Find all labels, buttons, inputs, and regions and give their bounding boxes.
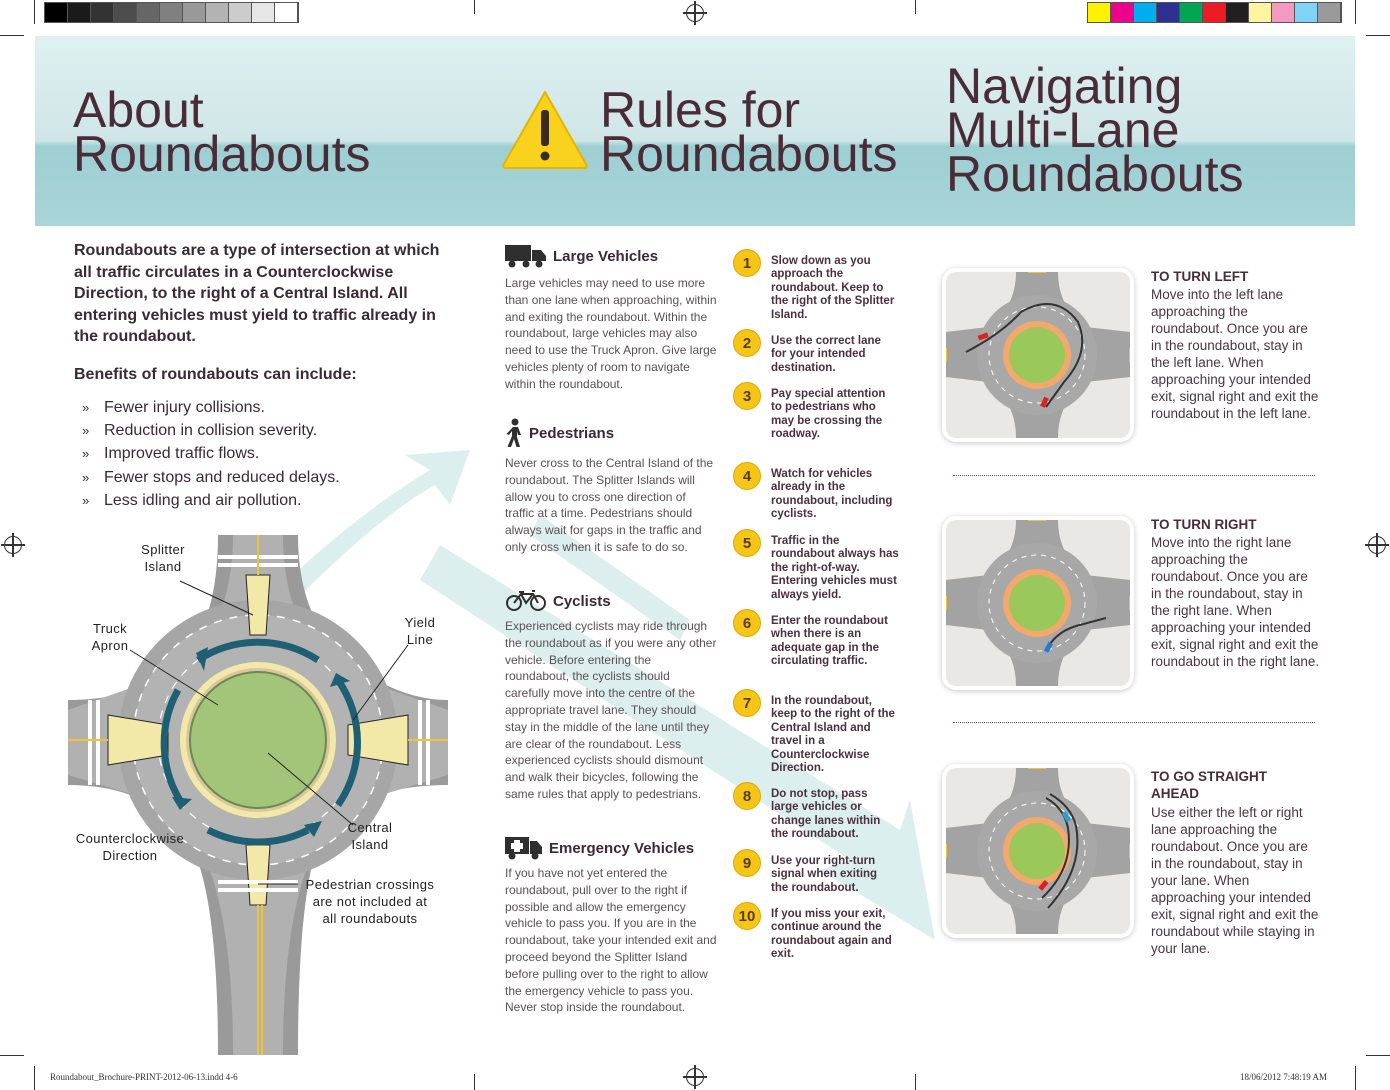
emergency-vehicles-text: If you have not yet entered the roundabout, pull over to the right if possible and allow the emergency vehicle to pass you. If you are in the roundabout, take your intended exit and proceed beyond the Splitter Island before pulling over to the right to allow the emergency vehicle to pass you. Never stop inside the roundabout. (505, 866, 717, 1015)
bullet-icon: » (82, 492, 90, 508)
rule-text: Traffic in the roundabout always has the right-of-way. Entering vehicles must always yield. (771, 535, 899, 601)
intro-paragraph: Roundabouts are a type of intersection at which all traffic circulates in a Counterclockwise Direction, to the right of a Central Island. All entering vehicles must yield to traffic already in the roundabout. (74, 242, 440, 345)
warning-triangle-icon (500, 88, 590, 170)
emergency-vehicles-title: Emergency Vehicles (549, 839, 695, 857)
splitter-island-label: Splitter Island (141, 542, 185, 574)
counterclockwise-label: Counterclockwise Direction (75, 831, 185, 863)
rule-text: Use the correct lane for your intended destination. (771, 335, 881, 374)
yield-line-label: Yield Line (404, 615, 436, 647)
rule-text: Enter the roundabout when there is an adequate gap in the circulating traffic. (771, 615, 888, 668)
rule-text: Do not stop, pass large vehicles or change lanes within the roundabout. (771, 788, 881, 841)
cyclists-text: Experienced cyclists may ride through the roundabout as if you were any other vehicle. Before entering the roundabout, the cyclists should carefully move into the centre of the appropriate travel lane. They should stay in the middle of the lane until they are clear of the roundabout. Less experienced cyclists should dismount and walk their bicycles, following the same rules that apply to pedestrians. (505, 619, 717, 801)
rule-number-badge: 2 (733, 329, 761, 357)
rule-item (733, 615, 896, 669)
slug-filename: Roundabout_Brochure-PRINT-2012-06-13.indd 4-6 (50, 1072, 238, 1082)
roundabout-mini-illustration (946, 768, 1130, 934)
rule-number-badge: 5 (733, 529, 761, 557)
divider (953, 475, 1315, 476)
rule-text: Watch for vehicles already in the roundabout, including cyclists. (771, 468, 893, 521)
roundabout-illustration (68, 535, 448, 1055)
rule-number-badge: 3 (733, 382, 761, 410)
rule-item (733, 855, 896, 895)
turn-right-text: Move into the right lane approaching the roundabout. Once you are in the roundabout, stay in the right lane. When approaching your intended exit, signal right and exit the roundabout in the right lane. (1151, 535, 1320, 669)
rule-text: If you miss your exit, continue around the roundabout again and exit. (771, 908, 892, 961)
rule-item (733, 468, 896, 522)
rule-number-badge: 8 (733, 782, 761, 810)
roundabout-mini-illustration (946, 272, 1130, 438)
central-island-label: Central Island (347, 820, 393, 852)
pedestrians-title: Pedestrians (529, 424, 615, 442)
rule-item (733, 908, 896, 962)
rules-title: Rules for Roundabouts (600, 82, 898, 182)
rule-number-badge: 7 (733, 689, 761, 717)
emergency-vehicles-heading (505, 835, 694, 861)
rule-text: Use your right-turn signal when exiting the roundabout. (771, 855, 878, 894)
slug-timestamp: 18/06/2012 7:48:19 AM (1240, 1072, 1328, 1082)
list-item: » Fewer stops and reduced delays. (82, 466, 340, 489)
rule-text: Slow down as you approach the roundabout. Keep to the right of the Splitter Island. (771, 255, 895, 321)
rule-item (733, 255, 896, 322)
rule-item (733, 388, 896, 442)
large-vehicles-text: Large vehicles may need to use more than one lane when approaching, within and exiting the roundabout. Within the roundabout, large vehicles may also need to use the Truck Apron. Give large vehicles plenty of room to navigate within the roundabout. (505, 276, 717, 391)
straight-ahead-diagram (946, 768, 1130, 934)
straight-ahead-text: Use either the left or right lane approaching the roundabout. Once you are in the roundabout, stay in your lane. When approaching your intended exit, signal right and exit the roundabout while staying in your lane. (1151, 805, 1319, 956)
roundabout-mini-illustration (946, 520, 1130, 686)
large-vehicles-heading (505, 243, 658, 269)
benefits-list (82, 396, 340, 512)
straight-ahead-title: TO GO STRAIGHT AHEAD (1151, 769, 1268, 801)
pedestrians-text: Never cross to the Central Island of the roundabout. The Splitter Islands will allow you to cross one direction of traffic at a time. Pedestrians should always wait for gaps in the traffic and only cross when it is safe to do so. (505, 456, 714, 554)
list-item: » Less idling and air pollution. (82, 489, 340, 512)
rule-number-badge: 9 (733, 849, 761, 877)
bicycle-icon (505, 590, 547, 612)
pedestrians-heading (505, 418, 614, 448)
divider (953, 722, 1315, 723)
rule-item (733, 695, 896, 775)
list-item: » Improved traffic flows. (82, 442, 340, 465)
benefits-title: Benefits of roundabouts can include: (74, 366, 357, 383)
rule-number-badge: 6 (733, 609, 761, 637)
bullet-icon: » (82, 400, 90, 415)
turn-left-title: TO TURN LEFT (1151, 269, 1249, 284)
rule-item (733, 535, 899, 602)
about-title: About Roundabouts (73, 82, 371, 182)
list-item: » Reduction in collision severity. (82, 419, 340, 442)
bullet-icon: » (82, 446, 90, 462)
turn-right-diagram (946, 520, 1130, 686)
rule-item (733, 335, 896, 375)
rule-number-badge: 4 (733, 462, 761, 490)
navigating-title: Navigating Multi-Lane Roundabouts (946, 58, 1244, 202)
turn-left-text: Move into the left lane approaching the roundabout. Once you are in the roundabout, stay in the left lane. When approaching your intended exit, signal right and exit the roundabout in the left lane. (1151, 287, 1319, 421)
pedestrian-note-label: Pedestrian crossings are not included at all roundabouts (305, 877, 435, 926)
rule-text: In the roundabout, keep to the right of the Central Island and travel in a Counterclockwise Direction. (771, 695, 895, 775)
list-item: » Fewer injury collisions. (82, 396, 340, 419)
bullet-icon: » (82, 469, 90, 485)
bullet-icon: » (82, 423, 90, 439)
turn-right-title: TO TURN RIGHT (1151, 517, 1257, 532)
large-vehicles-title: Large Vehicles (553, 247, 659, 265)
truck-apron-label: Truck Apron (91, 621, 129, 653)
truck-icon (505, 243, 547, 269)
ambulance-icon (505, 835, 543, 861)
pedestrian-icon (505, 418, 523, 448)
rule-number-badge: 10 (733, 902, 761, 930)
cyclists-heading (505, 590, 611, 612)
rule-text: Pay special attention to pedestrians who may be crossing the roadway. (771, 388, 886, 441)
roundabout-diagram (68, 535, 448, 1055)
rule-number-badge: 1 (733, 249, 761, 277)
cyclists-title: Cyclists (553, 592, 611, 610)
turn-left-diagram (946, 272, 1130, 438)
rule-item (733, 788, 896, 842)
